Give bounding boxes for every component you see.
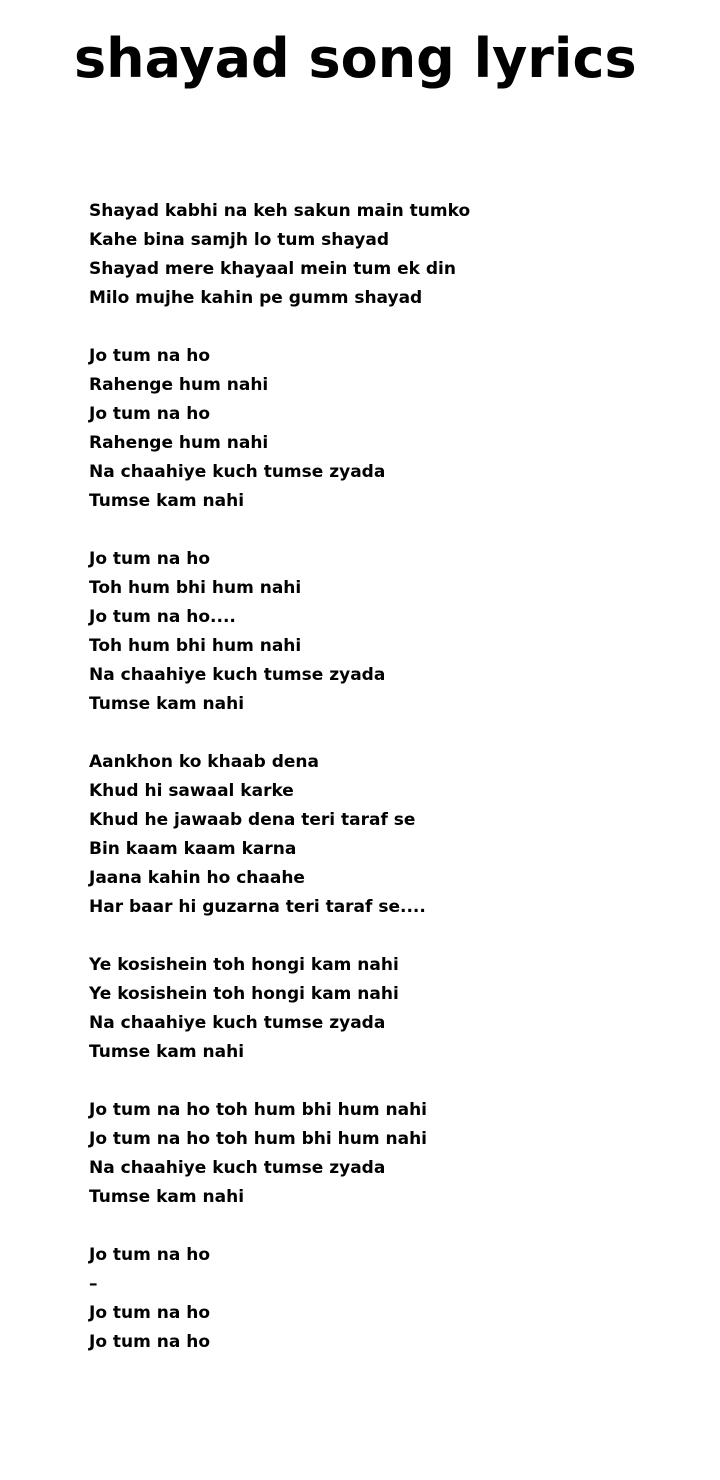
stanza	[89, 1096, 689, 1212]
lyric-line: Kahe bina samjh lo tum shayad	[89, 230, 390, 250]
stanza	[89, 197, 689, 313]
page-title: shayad song lyrics	[74, 27, 637, 90]
lyric-line: Jo tum na ho toh hum bhi hum nahi	[89, 1129, 427, 1149]
stanza	[89, 748, 689, 922]
lyric-line: Rahenge hum nahi	[89, 433, 269, 453]
lyric-line: Khud he jawaab dena teri taraf se	[89, 810, 416, 830]
lyric-line: Jo tum na ho	[89, 404, 211, 424]
stanza	[89, 545, 689, 719]
lyric-line: Jo tum na ho	[89, 549, 211, 569]
lyric-line: Na chaahiye kuch tumse zyada	[89, 1013, 386, 1033]
lyric-line: Aankhon ko khaab dena	[89, 752, 319, 772]
stanza	[89, 342, 689, 516]
lyric-line: Tumse kam nahi	[89, 1042, 245, 1062]
lyric-line: Tumse kam nahi	[89, 1187, 245, 1207]
lyrics-body	[89, 197, 689, 1386]
lyric-line: Na chaahiye kuch tumse zyada	[89, 1158, 386, 1178]
lyric-line: –	[89, 1274, 98, 1294]
stanza	[89, 1241, 689, 1357]
lyric-line: Tumse kam nahi	[89, 491, 245, 511]
lyric-line: Na chaahiye kuch tumse zyada	[89, 462, 386, 482]
lyric-line: Rahenge hum nahi	[89, 375, 269, 395]
lyric-line: Bin kaam kaam karna	[89, 839, 297, 859]
lyric-line: Jo tum na ho	[89, 1332, 211, 1352]
lyric-line: Milo mujhe kahin pe gumm shayad	[89, 288, 423, 308]
stanza	[89, 951, 689, 1067]
lyric-line: Har baar hi guzarna teri taraf se....	[89, 897, 426, 917]
lyric-line: Shayad mere khayaal mein tum ek din	[89, 259, 456, 279]
lyric-line: Jo tum na ho	[89, 1245, 211, 1265]
lyric-line: Ye kosishein toh hongi kam nahi	[89, 984, 399, 1004]
lyric-line: Na chaahiye kuch tumse zyada	[89, 665, 386, 685]
lyric-line: Jo tum na ho	[89, 346, 211, 366]
lyric-line: Shayad kabhi na keh sakun main tumko	[89, 201, 471, 221]
lyric-line: Jo tum na ho toh hum bhi hum nahi	[89, 1100, 427, 1120]
lyric-line: Khud hi sawaal karke	[89, 781, 294, 801]
lyric-line: Jo tum na ho....	[89, 607, 236, 627]
lyric-line: Tumse kam nahi	[89, 694, 245, 714]
lyric-line: Ye kosishein toh hongi kam nahi	[89, 955, 399, 975]
lyric-line: Toh hum bhi hum nahi	[89, 578, 302, 598]
lyric-line: Jo tum na ho	[89, 1303, 211, 1323]
lyric-line: Jaana kahin ho chaahe	[89, 868, 305, 888]
lyric-line: Toh hum bhi hum nahi	[89, 636, 302, 656]
